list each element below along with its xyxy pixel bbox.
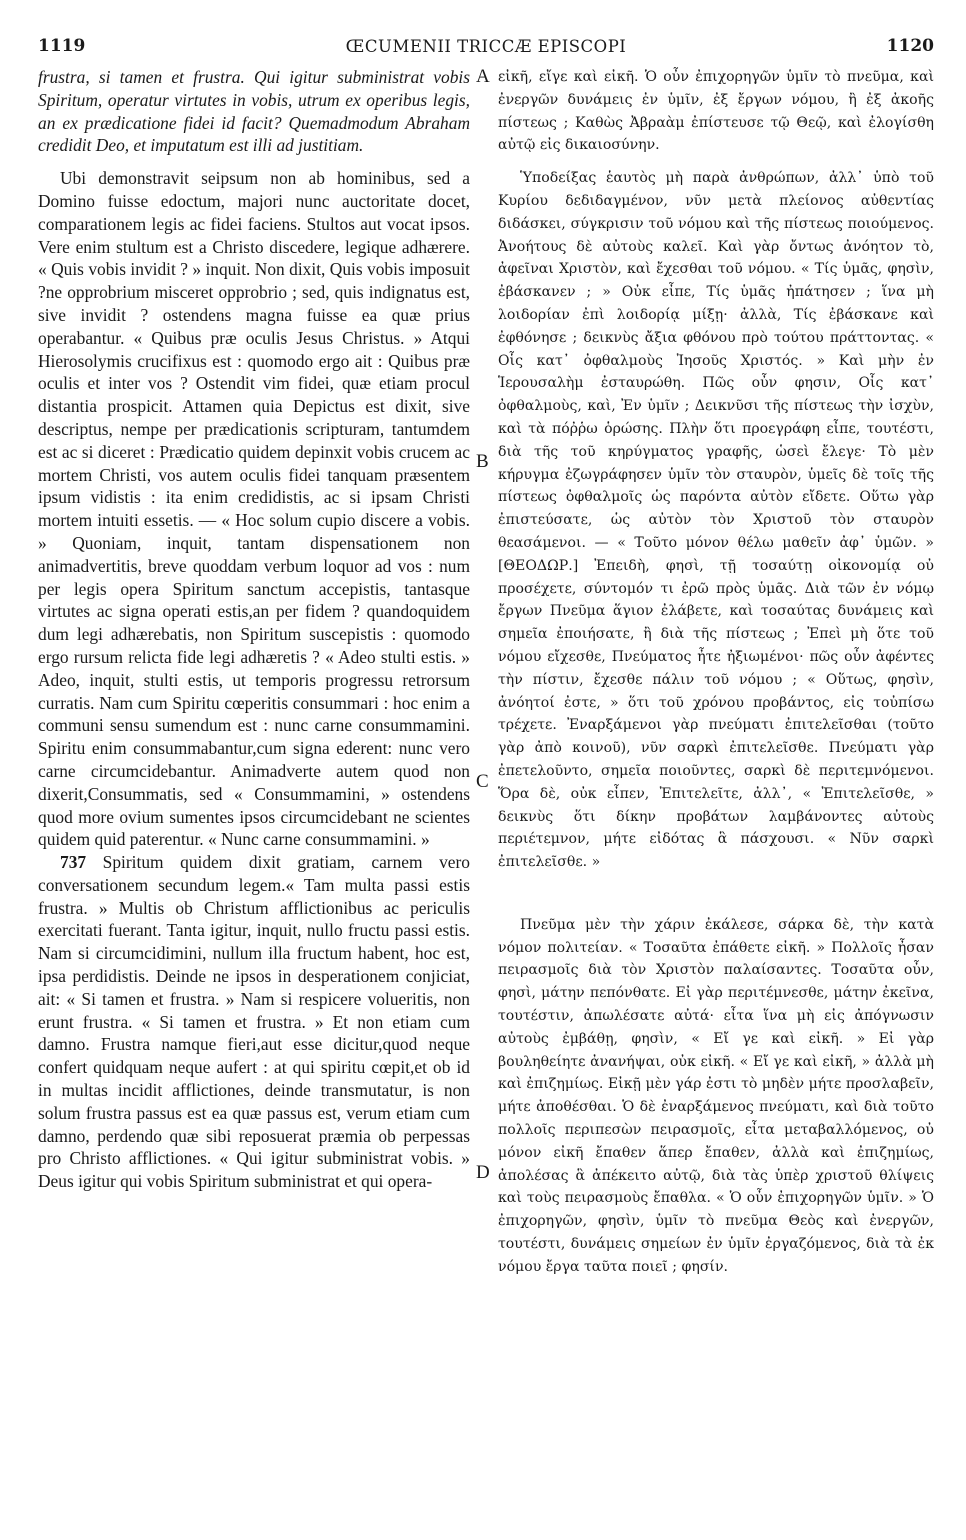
greek-paragraph-3: Πνεῦμα μὲν τὴν χάριν ἐκάλεσε, σάρκα δὲ, τὴν κατὰ νόμον πολιτείαν. « Τοσαῦτα ἐπάθετε εἰκῆ. » Πολλοῖς ἦσαν πειρασμοῖς διὰ τὸν Χριστὸν παλαίσαντες. Τοσαῦτα οὖν, φησὶ, μάτην πεπόνθατε. Εἰ γὰρ περιτέμνεσθε, μάτην ἐκεῖνα, τουτέστιν, ἀπωλέσατε αὐτά· εἶτα ἵνα μὴ εἰς ἀπόγνωσιν αὐτοὺς ἐμβάθῃ, φησὶν, « Εἴ γε καὶ εἰκῆ. » Εἰ γὰρ βουληθείητε ἀνανήψαι, οὐκ εἰκῆ. « Εἴ γε καὶ εἰκῆ, » ἀλλὰ μὴ καὶ ἐπιζημίως. Εἰκῇ μὲν γάρ ἐστι τὸ μηδὲν μήτε προσλαβεῖν, μήτε ἀποθέσθαι. Ὁ δὲ ἐναρξάμενος πνεύματι, καὶ διὰ τοῦτο πολλοῖς περιπεσὼν πειρασμοῖς, εἶτα μεταβαλλόμενος, οὐ μόνον εἰκῆ ἔπαθεν ἅπερ ἔπαθεν, ἀλλὰ καὶ ἐπιζημίως, ἀπολέσας ἃ ἀπέκειτο αὐτῷ, διὰ τὰς ὑπὲρ χριστοῦ θλίψεις καὶ τοὺς πειρασμοὺς ἔπαθλα. « Ὁ οὖν ἐπιχορηγῶν ὑμῖν. » Ὁ ἐπιχορηγῶν, φησὶν, ὑμῖν τὸ πνεῦμα Θεὸς καὶ ἐνεργῶν, τουτέστι, δυνάμεις σημείων ἐν ὑμῖν ἐργαζόμενος, διὰ τὰ ἐκ νόμου ἔργα ταῦτα ποιεῖ ; φησίν. <box>498 916 934 1275</box>
latin-column <box>38 66 470 1193</box>
margin-letter-c: C <box>476 771 489 792</box>
latin-paragraph-3 <box>38 851 470 1193</box>
section-number: 737 <box>60 852 87 873</box>
paragraph-spacer <box>38 157 470 167</box>
paragraph-spacer <box>498 874 934 914</box>
page-header <box>38 36 934 64</box>
latin-paragraph-3-text: Spiritum quidem dixit gratiam, carnem vero conversationem secundum legem.« Tam multa passi estis frustra. » Multis ob Christum afflictionibus ac periculis exercitati fuerant. Tanta igitur, inquit, nullo fructu passi estis. Nam si circumcidimini, nullum illa fructum habent, hoc est, ipsa perdidistis. Deinde ne ipsos in desperationem conjiciat, ait: « Si tamen et frustra. » Nam si respicere volueritis, non erunt frustra. « Si tamen et frustra. » Et non etiam cum damno. Frustra namque fieri,aut esse dicitur,quod neque confert quidquam neque aufert : at qui spiritu cœpit,et ob id in multas incidit afflictiones, deinde transmutatur, is non solum frustra passus est ea quæ passus est, verum etiam cum damno, perdendo quæ sibi reposuerat præmia ob perpessas pro Christo afflictiones. « Qui igitur subministrat vobis. » Deus igitur qui vobis Spiritum subministrat et qui opera- <box>38 852 470 1192</box>
greek-paragraph-2: Ὑποδείξας ἑαυτὸς μὴ παρὰ ἀνθρώπων, ἀλλ᾽ ὑπὸ τοῦ Κυρίου δεδιδαγμένον, νῦν μετὰ πλείονος αὐθεντίας διδάσκει, σύγκρισιν τοῦ νόμου καὶ τῆς πίστεως ποιούμενος. Ἀνοήτους δὲ αὐτοὺς καλεῖ. Καὶ γὰρ ὄντως ἀνόητον τὸ, ἀφεῖναι Χριστὸν, καὶ ἔχεσθαι τοῦ νόμου. « Τίς ὑμᾶς, φησὶν, ἐβάσκανεν ; » Οὐκ εἶπε, Τίς ὑμᾶς ἠπάτησεν ; ἵνα μὴ λοιδορίαν ἐπὶ λοιδορίᾳ μίξῃ· ἀλλὰ, Τίς ἐβάσκανε καὶ ἐφθόνησε ; δεικνὺς ἄξια φθόνου πρὸ τούτου πράττοντας. « Οἷς κατ᾽ ὀφθαλμοὺς Ἰησοῦς Χριστός. » Καὶ μὴν ἐν Ἱερουσαλὴμ ἐσταυρώθη. Πῶς οὖν φησιν, Οἷς κατ᾽ ὀφθαλμοὺς, καὶ, Ἐν ὑμῖν ; Δεικνῦσι τῆς πίστεως τὴν ἰσχὺν, καὶ τὰ πόῤῥω ὁρώσης. Πλὴν ὅτι προεγράφη εἶπε, τουτέστι, διὰ τῆς τοῦ κηρύγματος γραφῆς, ὡσεὶ ἔλεγε· Τὸ μὲν κήρυγμα ἐζωγράφησεν ὑμῖν τὸν σταυρὸν, ὑμεῖς δὲ τοῖς τῆς πίστεως ὀφθαλμοῖς ὡς παρόντα αὐτὸν εἴδετε. Οὕτω γὰρ ἐπιστεύσατε, ὡς αὐτὸν τὸν Χριστοῦ τὸν σταυρὸν θεασάμενοι. — « Τοῦτο μόνον θέλω μαθεῖν ἀφ᾽ ὑμῶν. » [ΘΕΟΔΩΡ.] Ἐπειδὴ, φησὶ, τῇ τοσαύτῃ οἰκονομίᾳ οὐ προσέχετε, σύντομόν τι ἐρῶ πρὸς ὑμᾶς. Διὰ τῶν ἐν νόμῳ ἔργων Πνεῦμα ἅγιον ἐλάβετε, καὶ τοσαύτας δυνάμεις καὶ σημεῖα ἐποιήσατε, ἢ διὰ τῆς πίστεως ; Ἐπεὶ μὴ ὅτε τοῦ νόμου εἴχεσθε, Πνεύματος ἦτε ἠξιωμένοι· πῶς οὖν ἀφέντες τὴν πίστιν, ἔχεσθε πάλιν τοῦ νόμου ; « Οὕτως, φησὶν, ἀνόητοί ἐστε, » ὅτι τοῦ χρόνου προβάντος, εἰς τοὐπίσω τρέχετε. Ἐναρξάμενοι γὰρ πνεύματι ἐπιτελεῖσθαι (τοῦτο γὰρ ἀπὸ κοινοῦ), νῦν σαρκὶ ἐπιτελεῖσθε. Πνεύματι γὰρ ἐπετελοῦντο, σημεῖα ποιοῦντες, σαρκὶ δὲ περιτεμνόμενοι. Ὅρα δὲ, οὐκ εἶπεν, Ἐπιτελεῖτε, ἀλλ᾽, « Ἐπιτελεῖσθε, » δεικνὺς ὅτι δίκην προβάτων λαμβάνοντες αὐτοὺς περιέτεμνον, μήτε εἰδότας ἃ πάσχουσι. « Νῦν σαρκὶ ἐπιτελεῖσθε. » <box>498 170 934 871</box>
running-title: ŒCUMENII TRICCÆ EPISCOPI <box>345 37 627 56</box>
page-number-right: 1120 <box>886 36 934 56</box>
page-number-left: 1119 <box>38 36 86 56</box>
paragraph-spacer <box>498 157 934 167</box>
latin-paragraph-1: frustra, si tamen et frustra. Qui igitur subministrat vobis Spiritum, operatur virtutes in vobis, utrum ex operibus legis, an ex prædicatione fidei id facit? Quemadmodum Abraham credidit Deo, et imputatum est illi ad justitiam. <box>38 67 470 156</box>
margin-letter-b: B <box>476 451 489 472</box>
margin-letter-a: A <box>476 66 490 87</box>
greek-column <box>498 66 934 1279</box>
greek-paragraph-1: εἰκῆ, εἴγε καὶ εἰκῆ. Ὁ οὖν ἐπιχορηγῶν ὑμῖν τὸ πνεῦμα, καὶ ἐνεργῶν δυνάμεις ἐν ὑμῖν, ἐξ ἔργων νόμου, ἢ ἐξ ἀκοῆς πίστεως ; Καθὼς Ἀβραὰμ ἐπίστευσε τῷ Θεῷ, καὶ ἐλογίσθη αὐτῷ εἰς δικαιοσύνην. <box>498 69 934 154</box>
margin-letter-d: D <box>476 1162 490 1183</box>
latin-paragraph-2: Ubi demonstravit seipsum non ab hominibus, sed a Domino fuisse edoctum, majori nunc auctoritate docet, comparationem legis ac fidei faciens. Stultos aut vocat ipsos. Vere enim stultum est a Christo discedere, legique adhærere. « Quis vobis invidit ? » inquit. Non dixit, Quis vobis imposuit ?ne opprobrium misceret opprobrio ; sed, quis indignatus est, sive invidit ? ostendens magna fuisse ea quæ prius operabantur. « Quibus præ oculis Jesus Christus. » Atqui Hierosolymis crucifixus est : quomodo ergo ait : Quibus præ oculis et inter vos ? Ostendit vim fidei, quæ etiam procul distantia prospicit. Attamen quia Depictus est dixit, sive descriptus, nempe per prædicationis scripturam, tantumdem est ac si diceret : Prædicatio quidem depinxit vobis crucem ac mortem Christi, vos autem oculis fidei tanquam præsentem ipsum vidistis : ita enim credidistis, ac si ipsam Christi mortem intuiti essetis. — « Hoc solum cupio discere a vobis. » Quoniam, inquit, tantam dispensationem non animadvertitis, breve quoddam verbum loquor ad vos : num per legis opera Spiritum sanctum accepistis, tantasque virtutes ac signa operati estis,an per fidem ? quandoquidem dum legi adhærebatis, non Spiritum suscepistis : quomodo ergo rursum relicta fide legi adhæretis ? « Adeo stulti estis. » Adeo, inquit, stulti estis, ut temporis progressu retrorsum curratis. Nam cum Spiritu cœperitis consummari : hoc enim a communi sensu sumendum est : nunc carne consummamini. Spiritu enim consummabantur,cum signa ederent: nunc vero carne circumcidebantur. Animadverte autem quod non dixerit,Consummatis, sed « Consummamini, » ostendens quod more ovium sumentes ipsos circumcidebant ne scientes quidem quid paterentur. « Nunc carne consummamini. » <box>38 168 470 850</box>
